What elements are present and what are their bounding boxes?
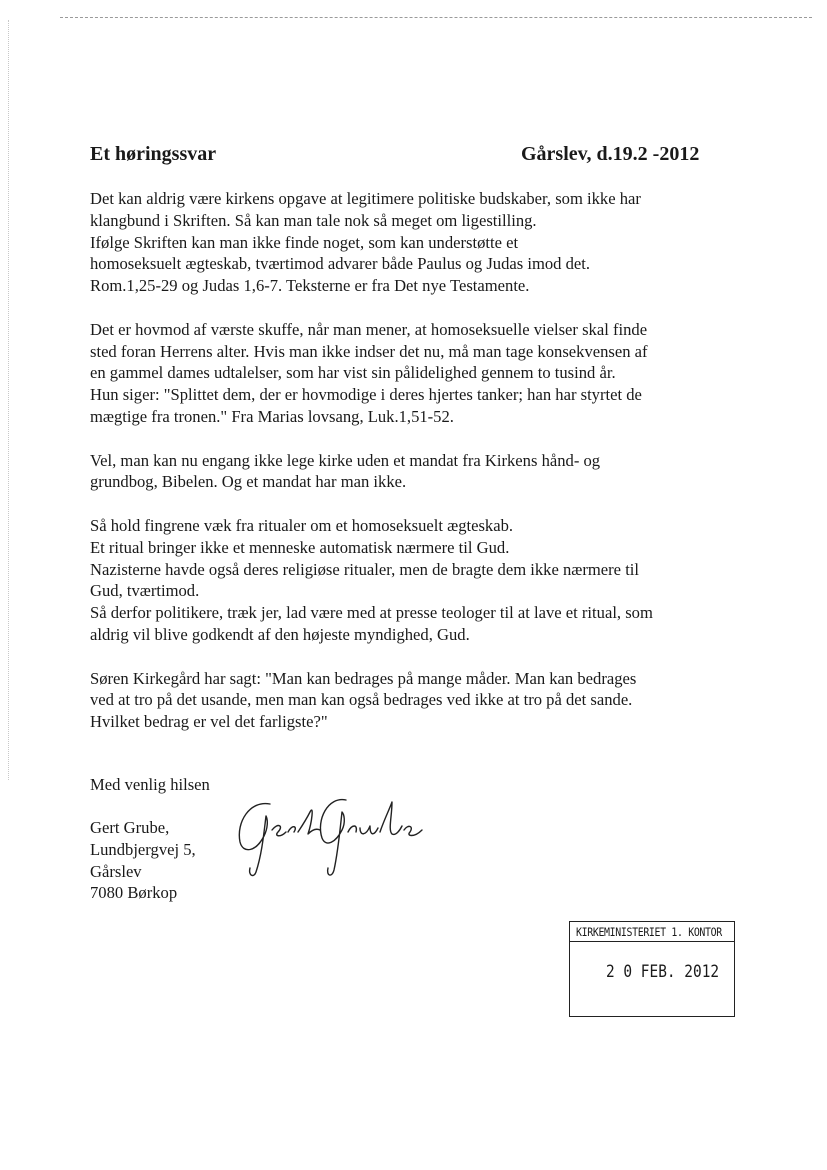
stamp-date: 2 0 FEB. 2012	[606, 962, 720, 982]
paragraph-1	[90, 188, 750, 297]
stamp-office: KIRKEMINISTERIET 1. KONTOR	[576, 925, 722, 939]
stamp-divider	[570, 941, 734, 942]
text-line: grundbog, Bibelen. Og et mandat har man ikke.	[90, 472, 407, 492]
sender-address	[90, 817, 196, 904]
text-line: sted foran Herrens alter. Hvis man ikke indser det nu, må man tage konsekvensen af	[90, 341, 648, 361]
text-line: Nazisterne havde også deres religiøse ritualer, men de bragte dem ikke nærmere til	[90, 559, 640, 579]
text-line: Så derfor politikere, træk jer, lad være med at presse teologer til at lave et ritual, som	[90, 603, 653, 623]
text-line: Det er hovmod af værste skuffe, når man mener, at homoseksuelle vielser skal finde	[90, 319, 648, 339]
letter-body	[90, 188, 750, 755]
sender-town: Gårslev	[90, 861, 142, 881]
text-line: Vel, man kan nu engang ikke lege kirke uden et mandat fra Kirkens hånd- og	[90, 450, 601, 470]
sender-postal: 7080 Børkop	[90, 883, 178, 903]
paragraph-4	[90, 515, 750, 646]
text-line: Rom.1,25-29 og Judas 1,6-7. Teksterne er fra Det nye Testamente.	[90, 276, 530, 296]
handwritten-signature	[232, 792, 437, 882]
text-line: Gud, tværtimod.	[90, 581, 200, 601]
letter-title: Et høringssvar	[90, 143, 217, 165]
text-line: ved at tro på det usande, men man kan også bedrages ved ikke at tro på det sande.	[90, 690, 633, 710]
sender-name: Gert Grube,	[90, 818, 170, 837]
received-stamp	[569, 921, 735, 1017]
text-line: Et ritual bringer ikke et menneske automatisk nærmere til Gud.	[90, 537, 510, 557]
scan-top-border	[60, 17, 812, 18]
text-line: Ifølge Skriften kan man ikke finde noget, som kan understøtte et	[90, 232, 519, 252]
text-line: Det kan aldrig være kirkens opgave at legitimere politiske budskaber, som ikke har	[90, 189, 641, 208]
paragraph-5	[90, 668, 750, 733]
text-line: klangbund i Skriften. Så kan man tale nok så meget om ligestilling.	[90, 210, 537, 230]
sender-street: Lundbjergvej 5,	[90, 839, 196, 859]
text-line: Hun siger: "Splittet dem, der er hovmodige i deres hjertes tanker; han har styrtet de	[90, 385, 642, 405]
paragraph-2	[90, 319, 750, 428]
text-line: aldrig vil blive godkendt af den højeste myndighed, Gud.	[90, 624, 470, 644]
closing-greeting: Med venlig hilsen	[90, 775, 210, 794]
text-line: Så hold fingrene væk fra ritualer om et homoseksuelt ægteskab.	[90, 515, 514, 535]
place-and-date: Gårslev, d.19.2 -2012	[521, 143, 700, 165]
scan-left-edge	[8, 20, 9, 780]
paragraph-3	[90, 450, 750, 494]
text-line: mægtige fra tronen." Fra Marias lovsang, Luk.1,51-52.	[90, 406, 454, 426]
text-line: Søren Kirkegård har sagt: "Man kan bedrages på mange måder. Man kan bedrages	[90, 668, 637, 688]
text-line: homoseksuelt ægteskab, tværtimod advarer både Paulus og Judas imod det.	[90, 254, 591, 274]
text-line: en gammel dames udtalelser, som har vist sin pålidelighed gennem to tusind år.	[90, 363, 616, 383]
text-line: Hvilket bedrag er vel det farligste?"	[90, 712, 328, 732]
